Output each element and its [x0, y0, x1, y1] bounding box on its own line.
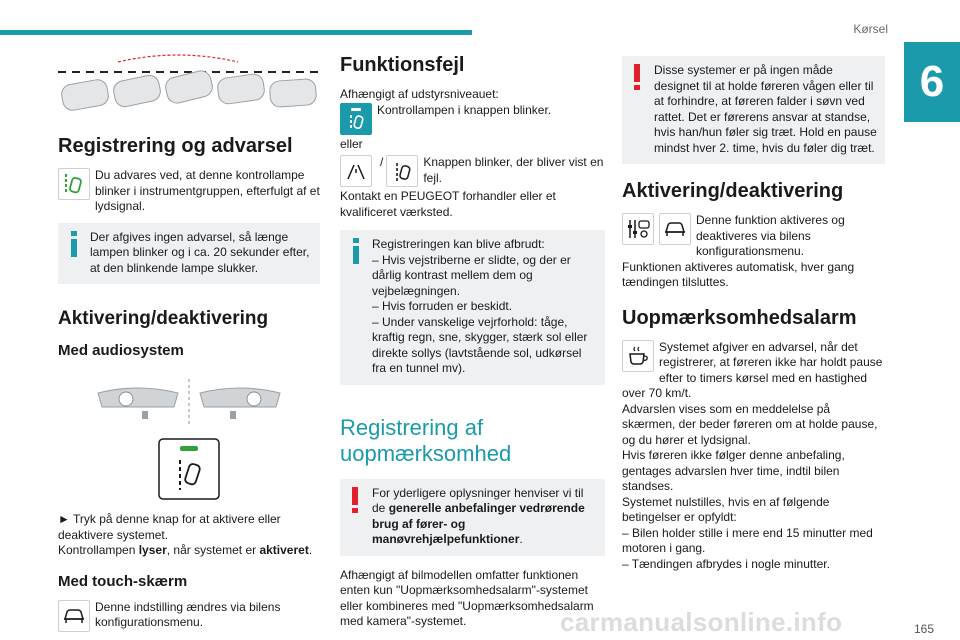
alarm-text: Systemet afgiver en advarsel, når det registrerer, at føreren ikke har holdt pause efter to timers kørsel med en hastighed over 70 km/t.	[622, 339, 883, 400]
auto-activation-text: Funktionen aktiveres automatisk, hver gang tændingen tilsluttes.	[622, 259, 855, 289]
settings-car-icon	[622, 213, 654, 245]
button-blinks-text: Knappen blinker, der bliver vist en fejl.	[423, 155, 604, 185]
info-note-1-text: Der afgives ingen advarsel, så længe lampen blinker og i ca. 20 sekunder efter, at den blinkende lampe slukker.	[90, 229, 310, 275]
column-1	[58, 50, 320, 634]
heading-registrering: Registrering og advarsel	[58, 135, 293, 157]
note-line: – Under vanskelige vejrforhold: tåge, kraftig regn, sne, skygger, stærk sol eller direkte sollys (lavtstående sol, udkørsel fra en tunnel mv).	[372, 314, 588, 375]
chapter-title: Kørsel	[853, 22, 888, 36]
warning-note-2	[622, 56, 885, 164]
activation-text: Denne funktion aktiveres og deaktiveres via bilens konfigurationsmenu.	[696, 213, 845, 258]
dashboard-button-location-icon	[58, 377, 320, 427]
column-2	[340, 50, 605, 630]
road-fault-icon	[340, 155, 372, 187]
heading-aktivering-2: Aktivering/deaktivering	[622, 180, 844, 202]
reset-condition-2: – Tændingen afbrydes i nogle minutter.	[622, 556, 830, 571]
warning-lamp-paragraph	[58, 168, 320, 215]
or-text: eller	[340, 136, 363, 151]
lamp-blinks-text: Kontrollampen i knappen blinker.	[377, 102, 552, 117]
page-number: 165	[913, 622, 934, 636]
alarm-message-text: Advarslen vises som en meddelelse på skærmen, der beder føreren om at holde pause, og du hører et lydsignal.	[622, 401, 878, 447]
reset-conditions-text: Systemet nulstilles, hvis en af følgende betingelser er opfyldt:	[622, 494, 830, 524]
warning-note-2-text: Disse systemer er på ingen måde designet til at holde føreren vågen eller til at forhindre, at føreren falder i søvn ved rattet. Det er førerens ansvar at standse, hvis han/hun føler sig træt. Hold en pause mindst hver 2. time, hvis du føler dig træt.	[654, 63, 877, 155]
touchscreen-text: Denne indstilling ændres via bilens konfigurationsmenu.	[95, 599, 281, 629]
car-outline-icon	[58, 600, 90, 632]
lane-lamp-teal-icon	[340, 103, 372, 135]
alarm-paragraph	[622, 340, 885, 402]
button-blinks-paragraph	[340, 155, 605, 189]
heading-aktivering-1: Aktivering/deaktivering	[58, 308, 269, 329]
warning-note-1: For yderligere oplysninger henviser vi til de generelle anbefalinger vedrørende brug af fører- og manøvrehjælpefunktioner.	[340, 479, 605, 556]
header-bar	[0, 30, 472, 35]
info-note-2	[340, 230, 605, 385]
reset-condition-1: – Bilen holder stille i mere end 15 minutter med motoren i gang.	[622, 525, 873, 555]
chapter-number-tab: 6	[904, 42, 960, 122]
info-icon	[350, 236, 362, 266]
model-dependent-text: Afhængigt af bilmodellen omfatter funktionen enten kun "Uopmærksomhedsalarm"-systemet eller kombineres med "Uopmærksomhedsalarm med kamera"-systemet.	[340, 567, 594, 628]
warning-icon	[349, 485, 361, 515]
subheading-touchscreen: Med touch-skærm	[58, 572, 188, 590]
activation-paragraph	[622, 213, 885, 260]
lane-button-icon[interactable]	[158, 438, 220, 500]
info-note-1	[58, 223, 320, 285]
note-line: – Hvis vejstriberne er slidte, og der er dårlig kontrast mellem dem og vejbelægningen.	[372, 252, 571, 298]
note-line: Registreringen kan blive afbrudt:	[372, 237, 545, 251]
car-outline-icon	[659, 213, 691, 245]
watermark: carmanualsonline.info	[560, 607, 843, 637]
warning-icon	[631, 62, 643, 92]
equipment-intro: Afhængigt af udstyrsniveauet:	[340, 87, 499, 101]
touchscreen-paragraph	[58, 600, 320, 634]
heading-funktionsfejl: Funktionsfejl	[340, 54, 465, 76]
column-3	[622, 50, 885, 572]
lane-departure-illustration-icon	[58, 50, 320, 120]
heading-uopmaerksomhedsalarm: Uopmærksomhedsalarm	[622, 306, 857, 329]
note-line: – Hvis forruden er beskidt.	[372, 299, 513, 313]
subheading-audiosystem: Med audiosystem	[58, 342, 184, 359]
lane-warning-lamp-icon	[58, 168, 90, 200]
alarm-repeat-text: Hvis føreren ikke følger denne anbefaling, gentages advarslen hver time, indtil bilen standses.	[622, 448, 845, 493]
lamp-blinks-paragraph	[340, 103, 605, 137]
slash-text: /	[380, 155, 384, 169]
warning-lamp-text: Du advares ved, at denne kontrollampe blinker i instrumentgruppen, efterfulgt af et lydsignal.	[95, 168, 320, 213]
info-icon	[68, 229, 80, 259]
lamp-status-text: Kontrollampen lyser, når systemet er aktiveret.	[58, 543, 313, 557]
coffee-cup-icon	[622, 340, 654, 372]
lane-button-small-icon	[386, 155, 418, 187]
press-button-text: ► Tryk på denne knap for at aktivere eller deaktivere systemet.	[58, 512, 281, 542]
heading-registrering-uopmaerksomhed: Registrering af uopmærksomhed	[340, 414, 512, 466]
contact-dealer-text: Kontakt en PEUGEOT forhandler eller et kvalificeret værksted.	[340, 189, 556, 219]
